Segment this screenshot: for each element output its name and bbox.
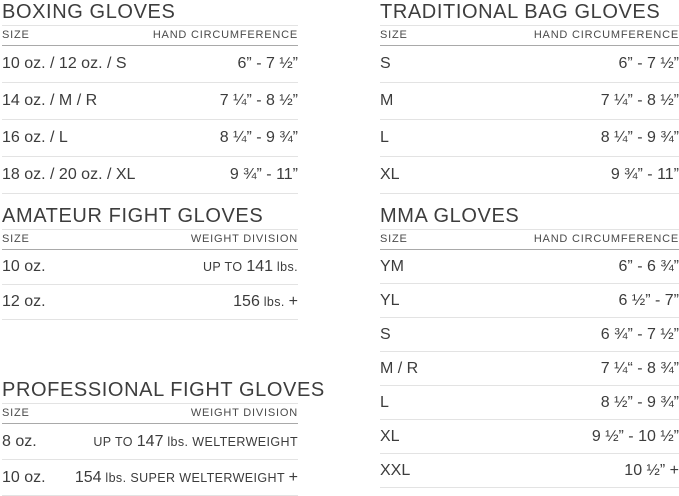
size-cell: 10 oz. / 12 oz. / S — [2, 55, 127, 72]
table-row — [380, 83, 679, 120]
table-header-row — [2, 230, 298, 250]
table-header-row — [2, 404, 298, 424]
value-cell: 156 lbs. + — [233, 293, 298, 310]
value-cell: 7 ¼“ - 8 ¾” — [600, 359, 679, 377]
amateur-fight-gloves-table — [2, 207, 298, 320]
column-header-hand-circumference: HAND CIRCUMFERENCE — [533, 233, 679, 245]
column-header-size: SIZE — [2, 29, 30, 41]
table-row — [380, 46, 679, 83]
value-cell: 8 ¼” - 9 ¾” — [600, 129, 679, 146]
column-header-hand-circumference: HAND CIRCUMFERENCE — [152, 29, 298, 41]
table-row — [2, 157, 298, 194]
size-cell: YM — [380, 257, 404, 275]
size-cell: M / R — [380, 359, 419, 377]
value-cell: 6” - 7 ½” — [618, 55, 679, 72]
value-cell: 6” - 7 ½” — [237, 55, 298, 72]
value-cell: 8 ¼” - 9 ¾” — [219, 129, 298, 146]
table-title: MMA GLOVES — [380, 207, 679, 230]
size-cell: 18 oz. / 20 oz. / XL — [2, 166, 136, 183]
size-cell: 14 oz. / M / R — [2, 92, 98, 109]
mma-gloves-table — [380, 207, 679, 488]
table-row — [380, 120, 679, 157]
size-cell: XL — [380, 166, 400, 183]
table-row — [380, 352, 679, 386]
table-row — [2, 424, 298, 460]
table-title: BOXING GLOVES — [2, 3, 298, 26]
table-row — [2, 120, 298, 157]
table-row — [2, 83, 298, 120]
value-cell: 6” - 6 ¾” — [618, 257, 679, 275]
value-cell: 7 ¼” - 8 ½” — [600, 92, 679, 109]
size-cell: S — [380, 325, 391, 343]
size-cell: XXL — [380, 461, 411, 479]
column-header-size: SIZE — [380, 233, 408, 245]
size-cell: 10 oz. — [2, 468, 46, 486]
size-cell: M — [380, 92, 394, 109]
value-cell: 6 ½” - 7” — [618, 291, 679, 309]
column-header-size: SIZE — [380, 29, 408, 41]
table-row — [380, 250, 679, 284]
size-cell: 12 oz. — [2, 293, 46, 310]
table-row — [2, 460, 298, 496]
column-header-hand-circumference: HAND CIRCUMFERENCE — [533, 29, 679, 41]
value-cell: 6 ¾” - 7 ½” — [600, 325, 679, 343]
value-cell: UP TO 147 lbs. WELTERWEIGHT — [93, 432, 298, 450]
table-row — [2, 46, 298, 83]
size-cell: L — [380, 393, 389, 411]
size-cell: L — [380, 129, 389, 146]
professional-fight-gloves-table — [2, 379, 325, 496]
table-row — [380, 157, 679, 194]
left-column — [2, 1, 325, 486]
size-cell: S — [380, 55, 391, 72]
table-row — [2, 250, 298, 285]
table-header-row — [380, 230, 679, 250]
size-cell: 8 oz. — [2, 432, 37, 450]
traditional-bag-gloves-table — [380, 3, 679, 194]
value-cell: 7 ¼” - 8 ½” — [219, 92, 298, 109]
table-row — [380, 318, 679, 352]
table-row — [2, 285, 298, 320]
size-cell: XL — [380, 427, 400, 445]
value-cell: 10 ½” + — [624, 461, 679, 479]
right-column — [380, 3, 679, 483]
value-cell: 9 ¾” - 11” — [229, 166, 298, 183]
column-header-size: SIZE — [2, 407, 30, 419]
table-header-row — [2, 26, 298, 46]
value-cell: 9 ¾” - 11” — [610, 166, 679, 183]
size-cell: 10 oz. — [2, 258, 46, 275]
value-cell: 9 ½” - 10 ½” — [591, 427, 679, 445]
size-cell: YL — [380, 291, 400, 309]
boxing-gloves-table — [2, 3, 298, 194]
table-row — [380, 284, 679, 318]
value-cell: UP TO 141 lbs. — [202, 258, 298, 275]
table-header-row — [380, 26, 679, 46]
column-header-weight-division: WEIGHT DIVISION — [190, 407, 298, 419]
size-cell: 16 oz. / L — [2, 129, 68, 146]
table-title: PROFESSIONAL FIGHT GLOVES — [2, 381, 298, 404]
column-header-weight-division: WEIGHT DIVISION — [190, 233, 298, 245]
column-header-size: SIZE — [2, 233, 30, 245]
value-cell: 8 ½” - 9 ¾” — [600, 393, 679, 411]
table-row — [380, 386, 679, 420]
table-row — [380, 420, 679, 454]
table-title: TRADITIONAL BAG GLOVES — [380, 3, 679, 26]
value-cell: 154 lbs. SUPER WELTERWEIGHT + — [74, 468, 298, 486]
table-title: AMATEUR FIGHT GLOVES — [2, 207, 298, 230]
